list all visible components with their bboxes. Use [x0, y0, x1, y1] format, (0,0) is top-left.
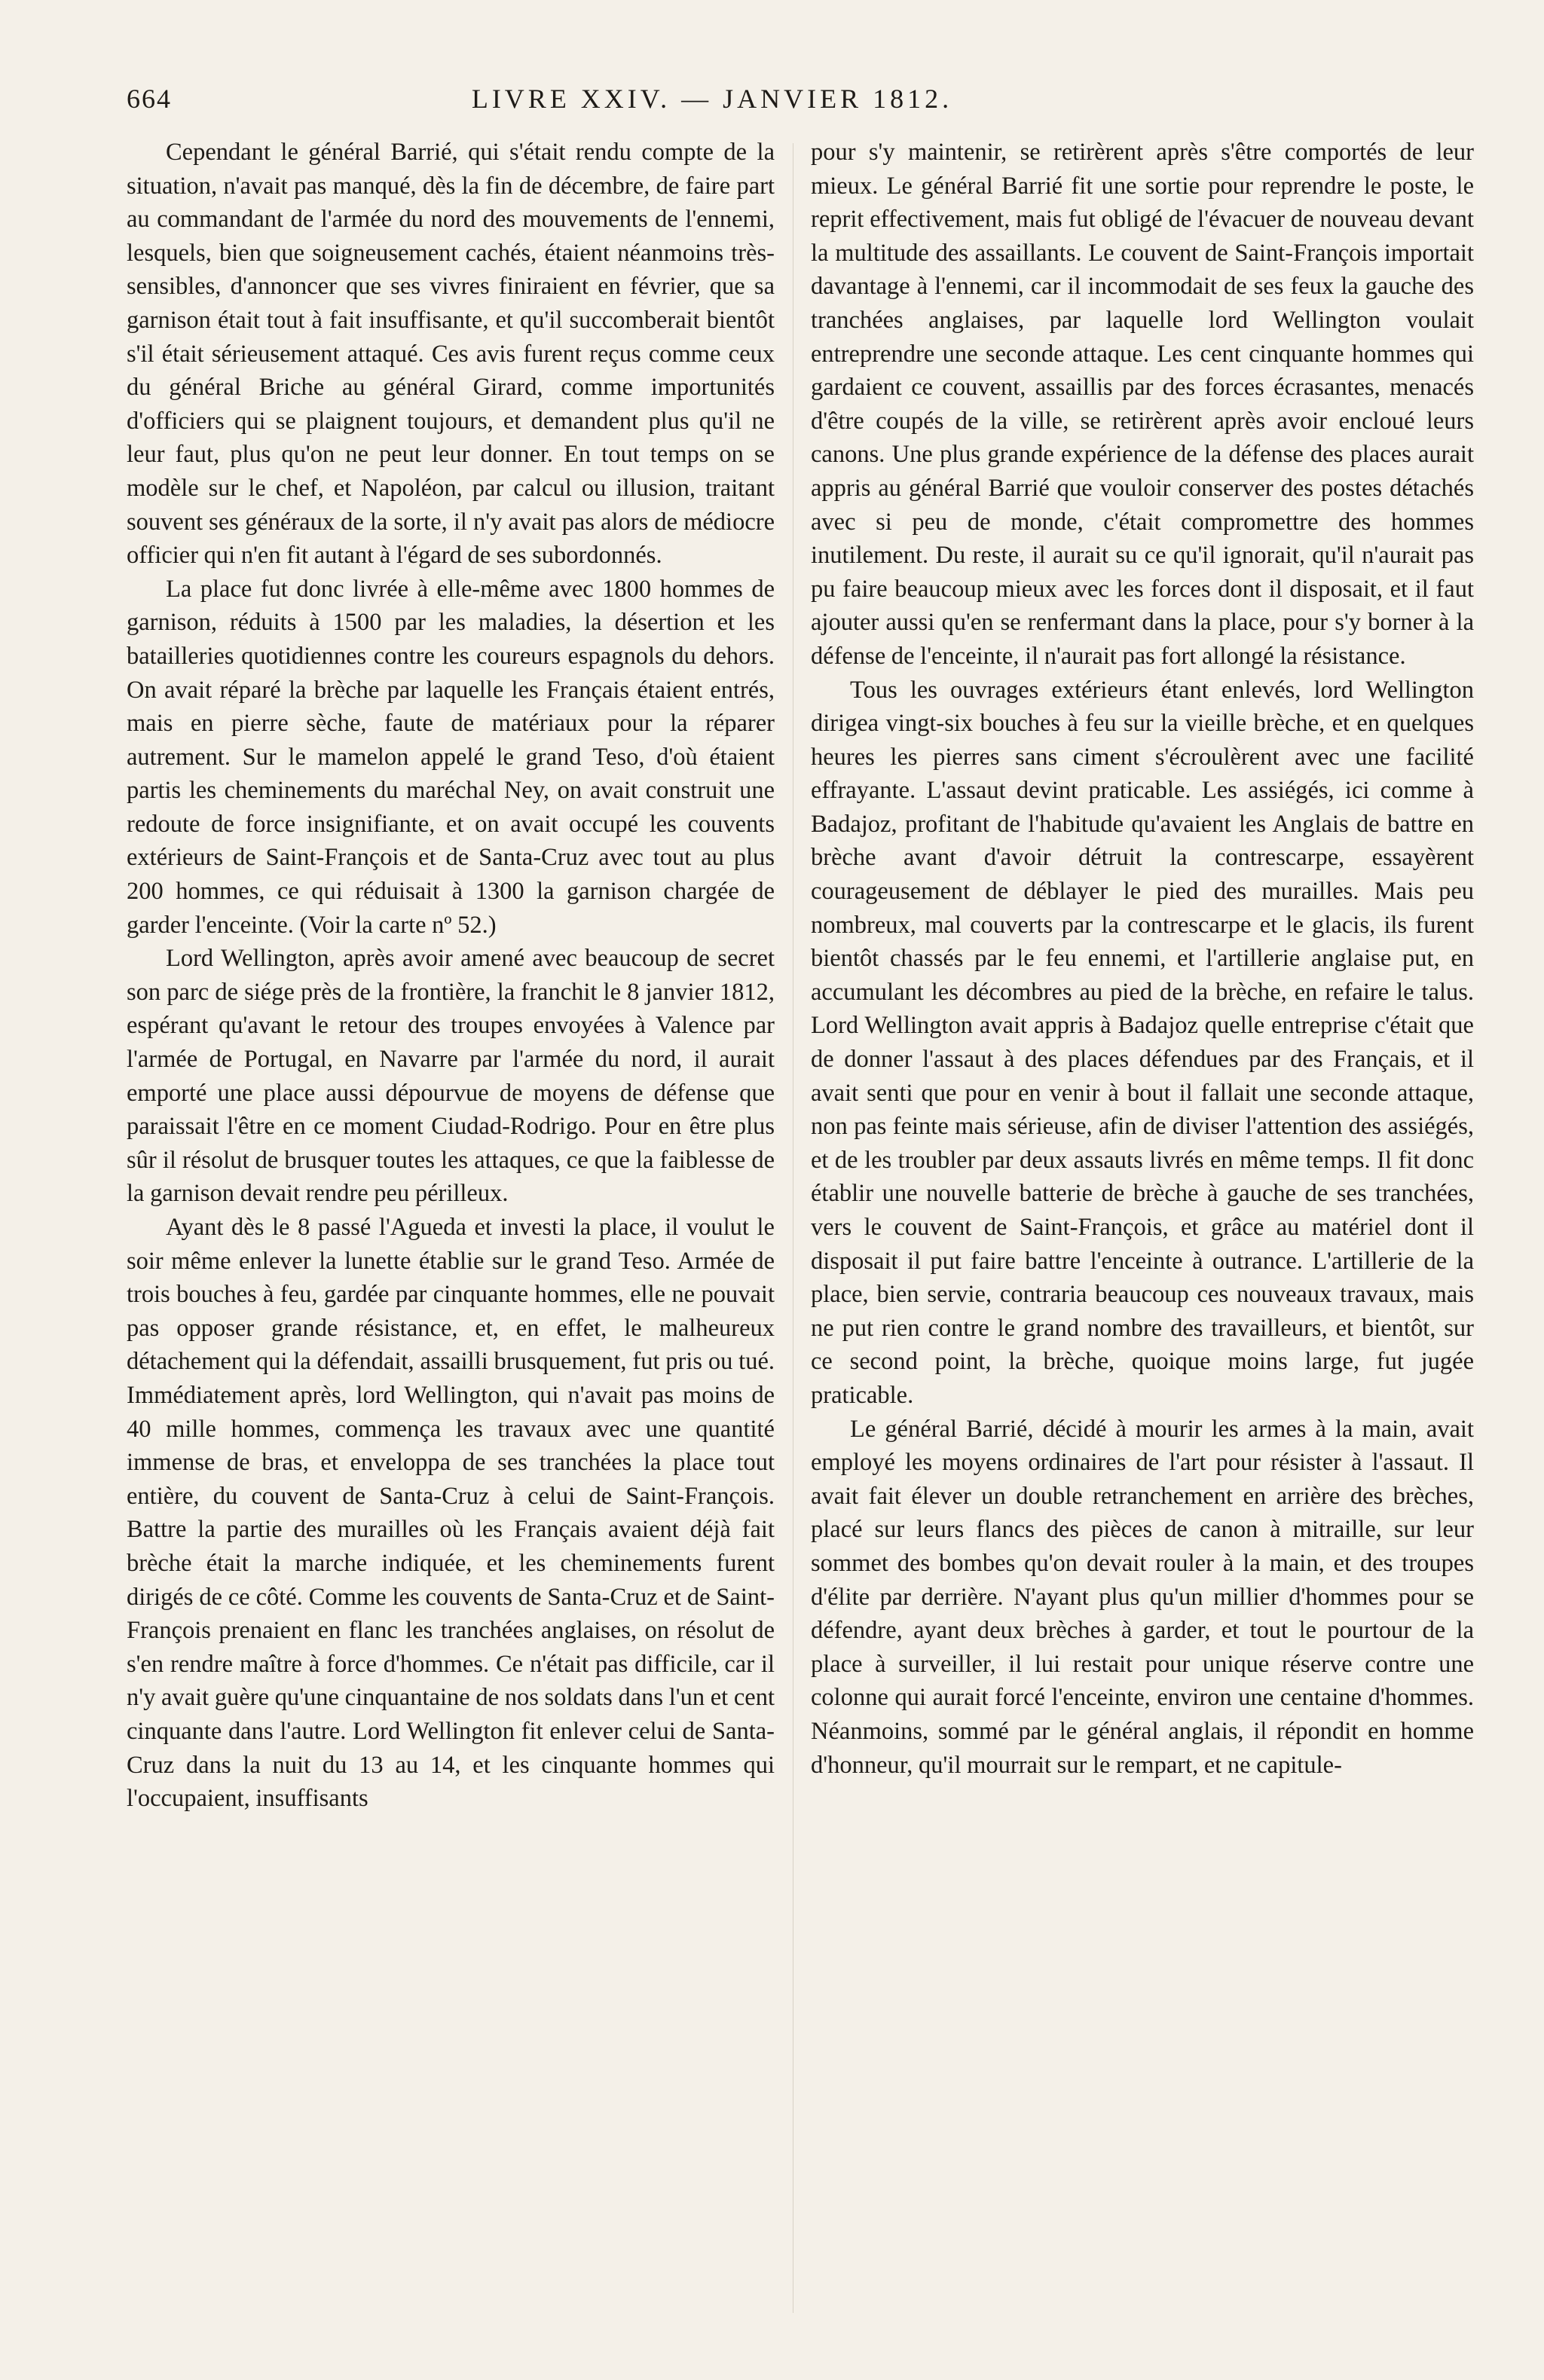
running-head: LIVRE XXIV. — JANVIER 1812. — [471, 84, 953, 114]
paragraph: La place fut donc livrée à elle-même avec 1800 hommes de garnison, réduits à 1500 par les maladies, la désertion et les batailleries quotidiennes contre les coureurs espagnols du dehors. On avait réparé la brèche par laquelle les Français étaient entrés, mais en pierre sèche, faute de matériaux pour la réparer autrement. Sur le mamelon appelé le grand Teso, d'où étaient partis les cheminements du maréchal Ney, on avait construit une redoute de force insignifiante, et on avait occupé les couvents extérieurs de Saint-François et de Santa-Cruz avec tout au plus 200 hommes, ce qui réduisait à 1300 la garnison chargée de garder l'enceinte. (Voir la carte nº 52.) — [127, 575, 775, 939]
page-header — [0, 83, 1544, 128]
paragraph: Lord Wellington, après avoir amené avec beaucoup de secret son parc de siége près de la frontière, la franchit le 8 janvier 1812, espérant qu'avant le retour des troupes envoyées à Valence par l'armée de Portugal, en Navarre par l'armée du nord, il aurait emporté une place aussi dépourvue de moyens de défense que paraissait l'être en ce moment Ciudad-Rodrigo. Pour en être plus sûr il résolut de brusquer toutes les attaques, ce que la faiblesse de la garnison devait rendre peu périlleux. — [127, 945, 775, 1208]
page-number: 664 — [127, 84, 172, 114]
paragraph: Tous les ouvrages extérieurs étant enlevés, lord Wellington dirigea vingt-six bouches à feu sur la vieille brèche, et en quelques heures les pierres sans ciment s'écroulèrent avec une facilité effrayante. L'assaut devint praticable. Les assiégés, ici comme à Badajoz, profitant de l'habitude qu'avaient les Anglais de battre en brèche avant d'avoir détruit la contrescarpe, essayèrent courageusement de déblayer le pied des murailles. Mais peu nombreux, mal couverts par la contrescarpe et le glacis, ils furent bientôt chassés par le feu ennemi, et l'artillerie anglaise put, en accumulant les décombres au pied de la brèche, en refaire le talus. Lord Wellington avait appris à Badajoz quelle entreprise c'était que de donner l'assaut à des places défendues par des Français, et il avait senti que pour en venir à bout il fallait une seconde attaque, non pas feinte mais sérieuse, afin de diviser l'attention des assiégés, et de les troubler par deux assauts livrés en même temps. Il fit donc établir une nouvelle batterie de brèche à gauche de ses tranchées, vers le couvent de Saint-François, et grâce au matériel dont il disposait il put faire battre l'enceinte à outrance. L'artillerie de la place, bien servie, contraria beaucoup ces nouveaux travaux, mais ne put rien contre le grand nombre des travailleurs, et bientôt, sur ce second point, la brèche, quoique moins large, fut jugée praticable. — [811, 676, 1474, 1409]
left-column — [127, 136, 775, 1816]
right-column — [811, 136, 1474, 1782]
paragraph: Cependant le général Barrié, qui s'était rendu compte de la situation, n'avait pas manqué, dès la fin de décembre, de faire part au commandant de l'armée du nord des mouvements de l'ennemi, lesquels, bien que soigneusement cachés, étaient néanmoins très-sensibles, d'annoncer que ses vivres finiraient en février, que sa garnison était tout à fait insuffisante, et qu'il succomberait bientôt s'il était sérieusement attaqué. Ces avis furent reçus comme ceux du général Briche au général Girard, comme importunités d'officiers qui se plaignent toujours, et demandent plus qu'il ne leur faut, plus qu'on ne peut leur donner. En tout temps on se modèle sur le chef, et Napoléon, par calcul ou illusion, traitant souvent ses généraux de la sorte, il n'y avait pas alors de médiocre officier qui n'en fit autant à l'égard de ses subordonnés. — [127, 139, 775, 570]
paragraph-continued: pour s'y maintenir, se retirèrent après s'être comportés de leur mieux. Le général Barrié fit une sortie pour reprendre le poste, le reprit effectivement, mais fut obligé de l'évacuer de nouveau devant la multitude des assaillants. Le couvent de Saint-François importait davantage à l'ennemi, car il incommodait de ses feux la gauche des tranchées anglaises, par laquelle lord Wellington voulait entreprendre une seconde attaque. Les cent cinquante hommes qui gardaient ce couvent, assaillis par des forces écrasantes, menacés d'être coupés de la ville, se retirèrent après avoir encloué leurs canons. Une plus grande expérience de la défense des places aurait appris au général Barrié que vouloir conserver des postes détachés avec si peu de monde, c'était compromettre des hommes inutilement. Du reste, il aurait su ce qu'il ignorait, qu'il n'aurait pas pu faire beaucoup mieux avec les forces dont il disposait, et il faut ajouter aussi qu'en se renfermant dans la place, pour s'y borner à la défense de l'enceinte, il n'aurait pas fort allongé la résistance. — [811, 139, 1474, 670]
paragraph: Ayant dès le 8 passé l'Agueda et investi la place, il voulut le soir même enlever la lunette établie sur le grand Teso. Armée de trois bouches à feu, gardée par cinquante hommes, elle ne pouvait pas opposer grande résistance, et, en effet, le malheureux détachement qui la défendait, assailli brusquement, fut pris ou tué. Immédiatement après, lord Wellington, qui n'avait pas moins de 40 mille hommes, commença les travaux avec une quantité immense de bras, et enveloppa de ses tranchées la place tout entière, du couvent de Santa-Cruz à celui de Saint-François. Battre la partie des murailles où les Français avaient déjà fait brèche était la marche indiquée, et les cheminements furent dirigés de ce côté. Comme les couvents de Santa-Cruz et de Saint-François prenaient en flanc les tranchées anglaises, on résolut de s'en rendre maître à force d'hommes. Ce n'était pas difficile, car il n'y avait guère qu'une cinquantaine de nos soldats dans l'un et cent cinquante dans l'autre. Lord Wellington fit enlever celui de Santa-Cruz dans la nuit du 13 au 14, et les cinquante hommes qui l'occupaient, insuffisants — [127, 1214, 775, 1813]
paragraph: Le général Barrié, décidé à mourir les armes à la main, avait employé les moyens ordinaires de l'art pour résister à l'assaut. Il avait fait élever un double retranchement en arrière des brèches, placé sur leurs flancs des pièces de canon à mitraille, sur leur sommet des bombes qu'on devait rouler à la main, et des troupes d'élite par derrière. N'ayant plus qu'un millier d'hommes pour se défendre, ayant deux brèches à garder, et tout le pourtour de la place à surveiller, il lui restait pour unique réserve contre une colonne qui aurait forcé l'enceinte, environ une centaine d'hommes. Néanmoins, sommé par le général anglais, il répondit en homme d'honneur, qu'il mourrait sur le rempart, et ne capitule- — [811, 1415, 1474, 1779]
